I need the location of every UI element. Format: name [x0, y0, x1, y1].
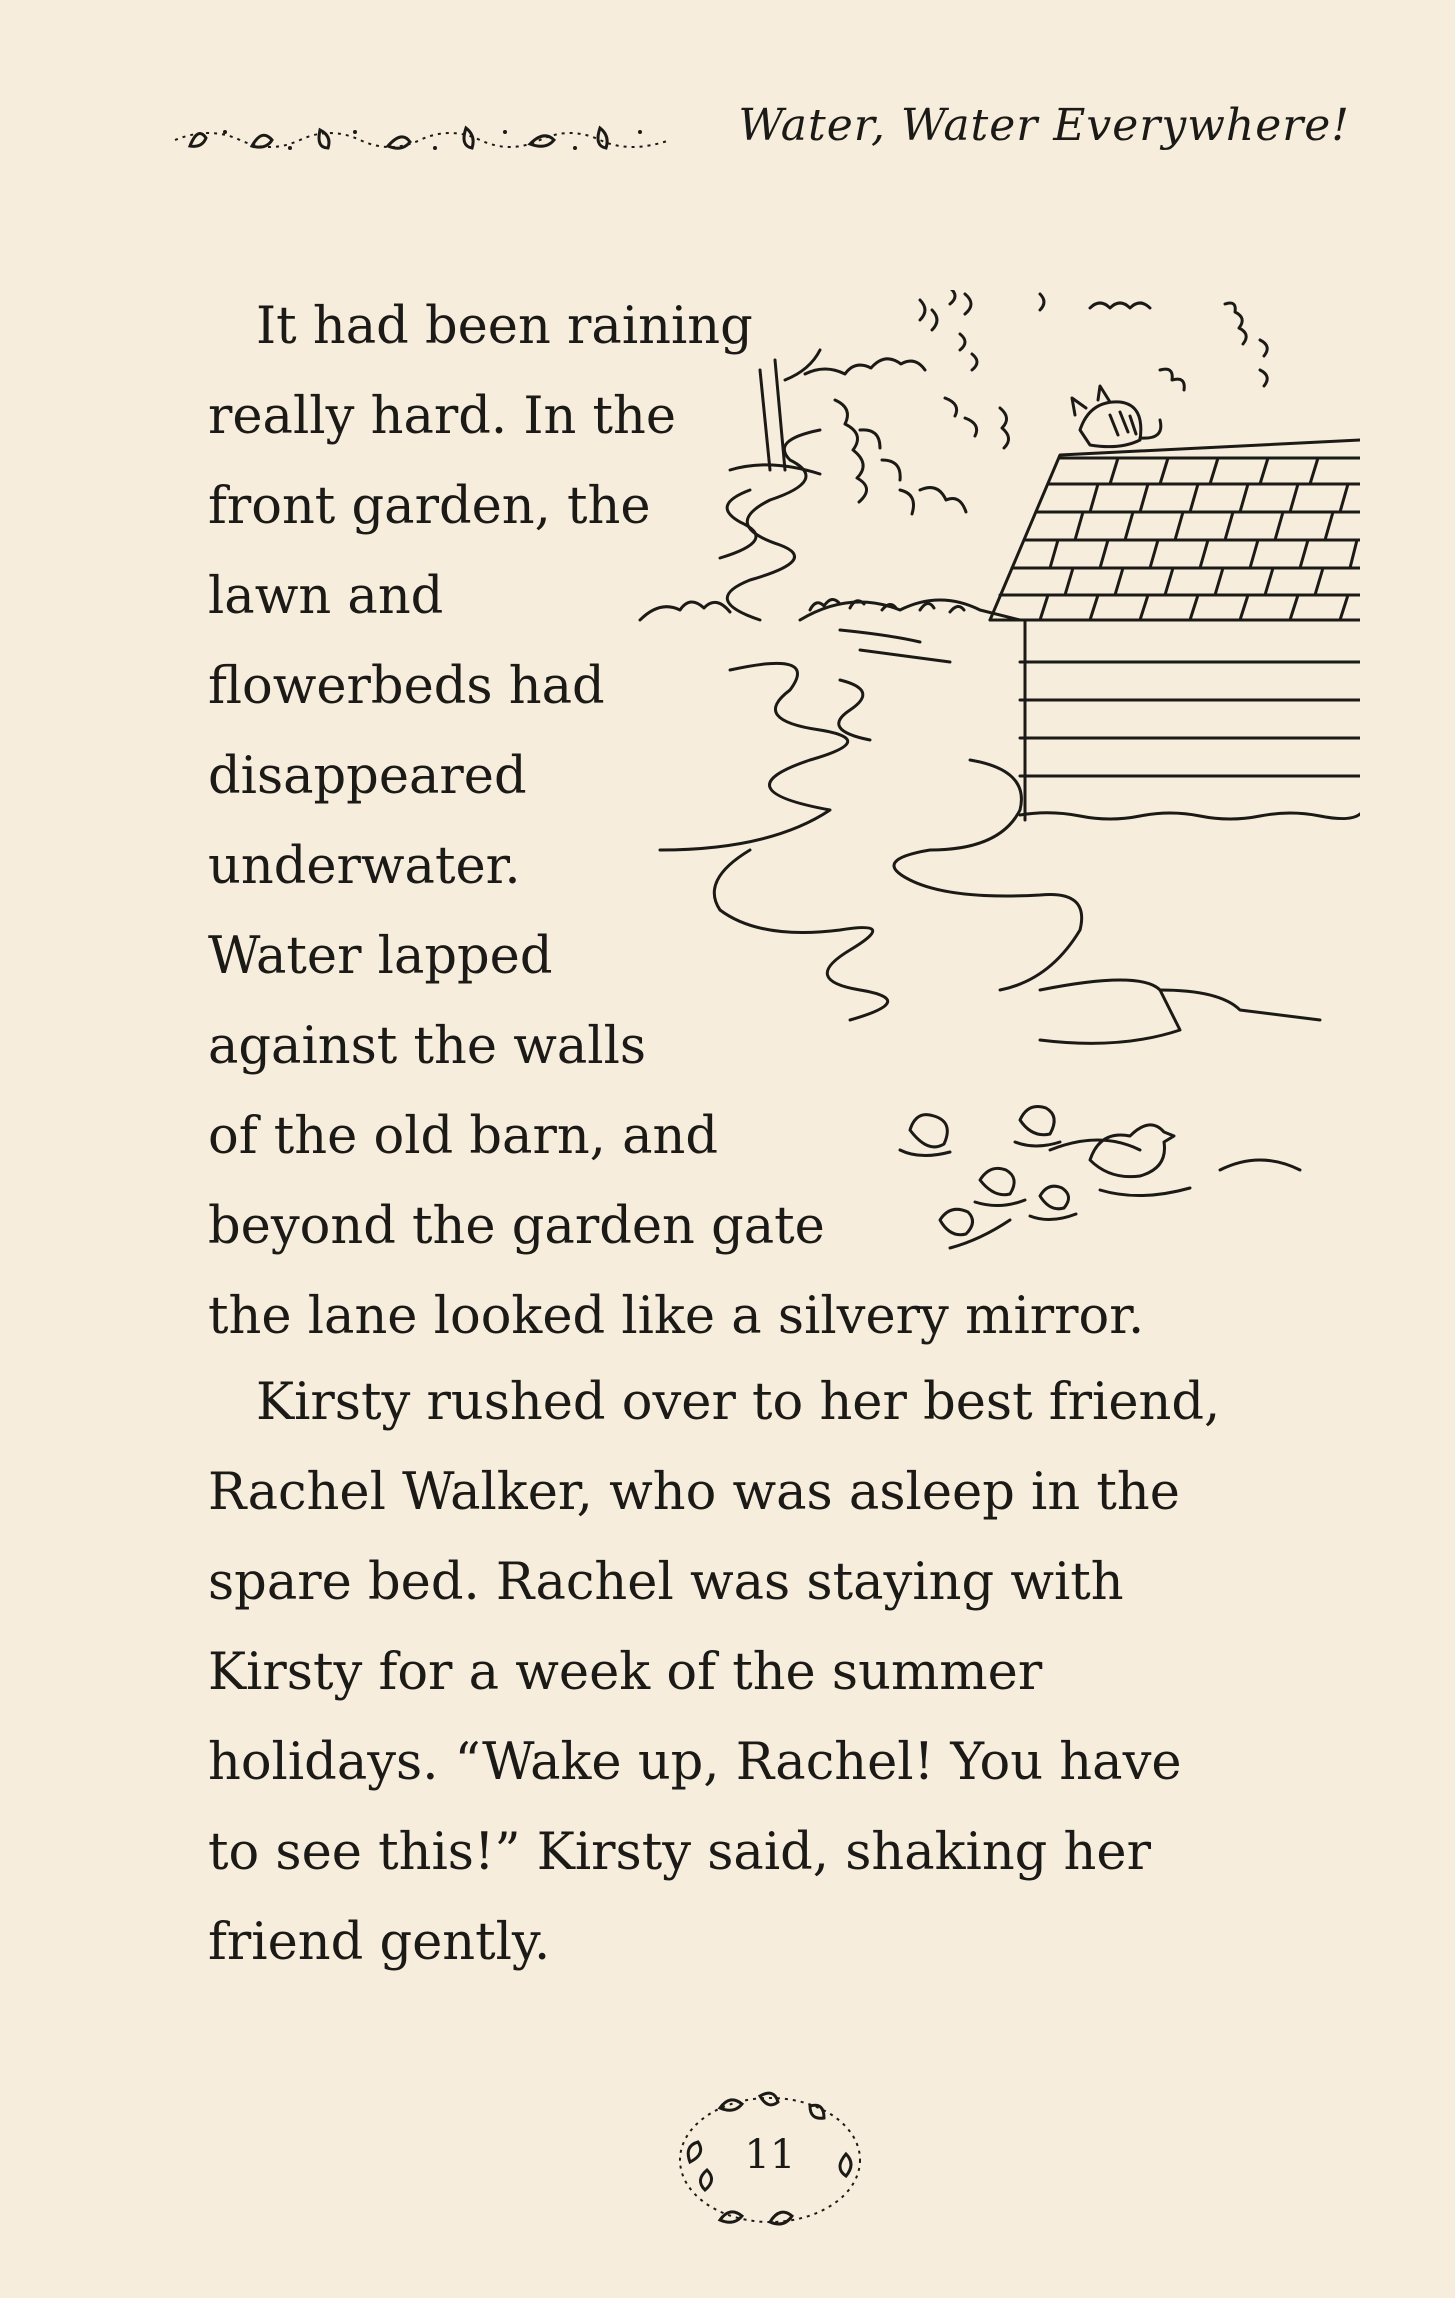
- page-number: 11: [744, 2132, 796, 2178]
- text-line: to see this!” Kirsty said, shaking her: [208, 1823, 1151, 1882]
- tree-and-shrubs: [640, 350, 1020, 662]
- text-line: holidays. “Wake up, Rachel! You have: [208, 1733, 1182, 1792]
- vine-ornament-icon: [170, 118, 690, 158]
- text-line: really hard. In the: [208, 387, 677, 446]
- text-line: front garden, the: [208, 477, 651, 536]
- text-line: lawn and: [208, 567, 444, 626]
- text-line: friend gently.: [208, 1913, 551, 1972]
- paragraph-2: [208, 1358, 1220, 1988]
- text-line: the lane looked like a silvery mirror.: [208, 1287, 1145, 1346]
- text-line: Water lapped: [208, 927, 553, 986]
- text-line: beyond the garden gate: [208, 1197, 825, 1256]
- text-line: spare bed. Rachel was staying with: [208, 1553, 1124, 1612]
- flooded-garden-illustration: [620, 290, 1360, 1310]
- page-folio: [660, 2080, 880, 2240]
- text-line: It had been raining: [256, 297, 753, 356]
- snore-swirls: [920, 290, 1267, 448]
- ducks-figure: [900, 1107, 1190, 1249]
- barn-wall: [1020, 620, 1360, 820]
- running-header: [170, 100, 1350, 170]
- text-line: underwater.: [208, 837, 521, 896]
- chapter-title: Water, Water Everywhere!: [738, 100, 1350, 151]
- text-line: against the walls: [208, 1017, 647, 1076]
- text-line: disappeared: [208, 747, 527, 806]
- text-line: of the old barn, and: [208, 1107, 718, 1166]
- barn-roof: [990, 440, 1360, 620]
- text-line: flowerbeds had: [208, 657, 605, 716]
- cat-figure: [1072, 386, 1161, 447]
- text-line: Kirsty rushed over to her best friend,: [256, 1373, 1221, 1432]
- text-line: Kirsty for a week of the summer: [208, 1643, 1043, 1702]
- text-line: Rachel Walker, who was asleep in the: [208, 1463, 1180, 1522]
